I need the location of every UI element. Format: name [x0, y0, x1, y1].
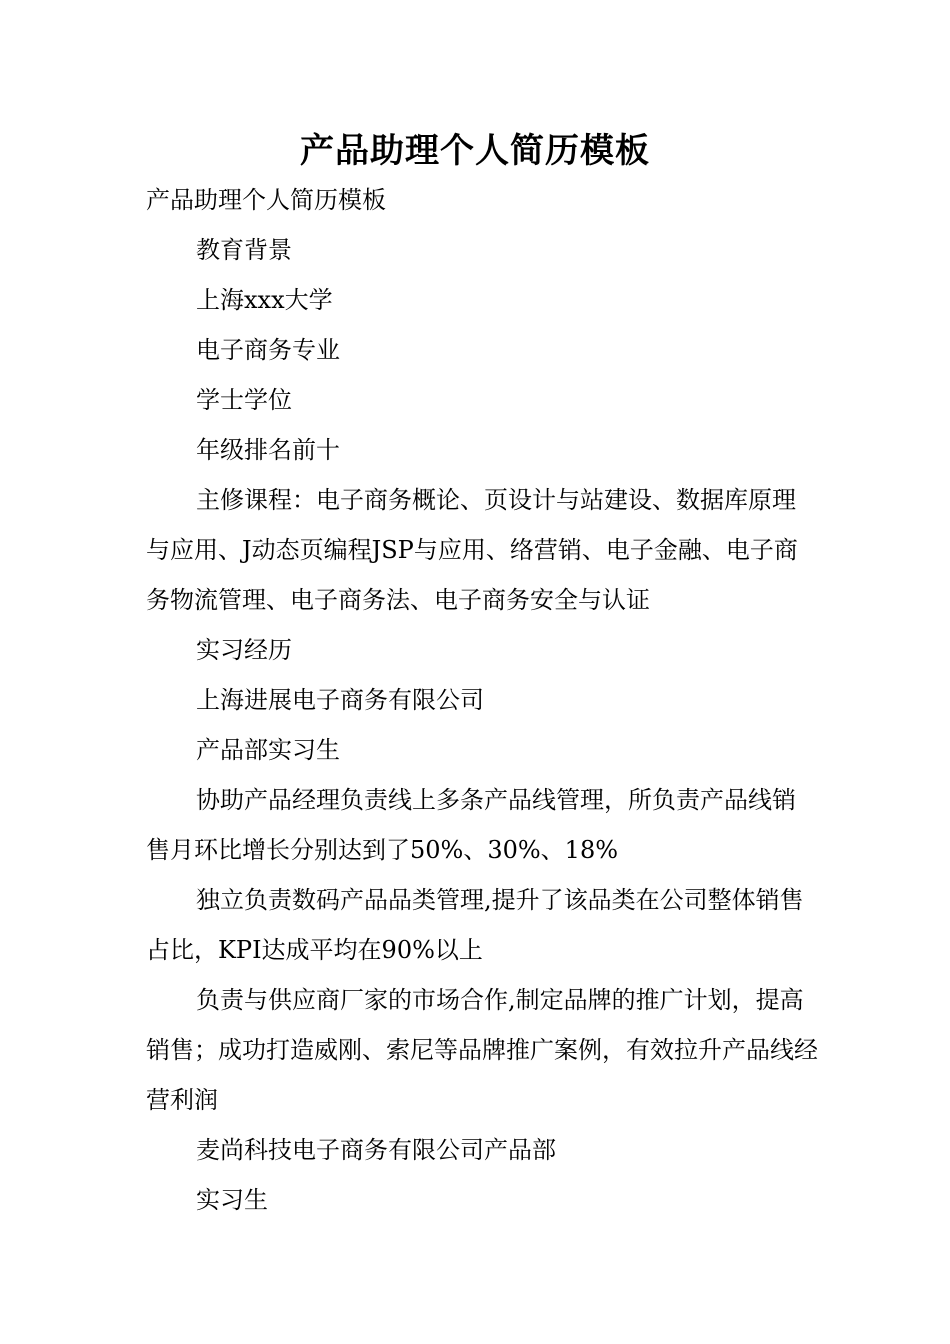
- company-name-1: 上海进展电子商务有限公司: [196, 686, 484, 714]
- position-1: 产品部实习生: [196, 736, 340, 764]
- document-body: [146, 175, 818, 1225]
- company-name-2: 麦尚科技电子商务有限公司产品部: [196, 1136, 556, 1164]
- document-title: 产品助理个人简历模板: [300, 131, 650, 171]
- section-heading-education: 教育背景: [196, 236, 292, 264]
- duty-2: 独立负责数码产品品类管理,提升了该品类在公司整体销售占比，KPI达成平均在90%以上: [146, 886, 804, 964]
- duty-3: 负责与供应商厂家的市场合作,制定品牌的推广计划，提高销售；成功打造威刚、索尼等品牌推广案例，有效拉升产品线经营利润: [146, 986, 818, 1114]
- class-rank: 年级排名前十: [196, 436, 340, 464]
- degree: 学士学位: [196, 386, 292, 414]
- major: 电子商务专业: [196, 336, 340, 364]
- section-heading-internship: 实习经历: [196, 636, 292, 664]
- main-courses: 主修课程：电子商务概论、页设计与站建设、数据库原理与应用、J动态页编程JSP与应用、络营销、电子金融、电子商务物流管理、电子商务法、电子商务安全与认证: [146, 486, 798, 614]
- position-2: 实习生: [196, 1186, 268, 1214]
- duty-1: 协助产品经理负责线上多条产品线管理，所负责产品线销售月环比增长分别达到了50%、30%、18%: [146, 786, 796, 864]
- university-name: 上海xxx大学: [196, 286, 333, 314]
- subtitle-line: 产品助理个人简历模板: [146, 186, 386, 214]
